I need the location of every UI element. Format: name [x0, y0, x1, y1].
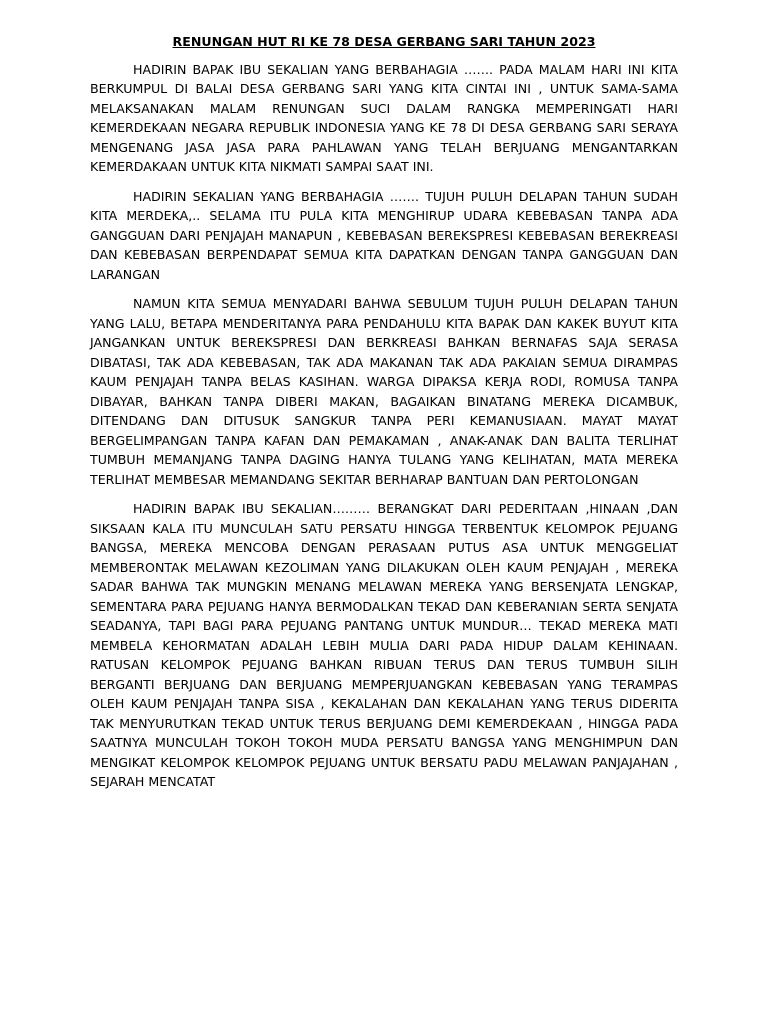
paragraph-4: HADIRIN BAPAK IBU SEKALIAN……… BERANGKAT DARI PEDERITAAN ,HINAAN ,DAN SIKSAAN KALA ITU MUNCULAH SATU PERSATU HINGGA TERBENTUK KELOMPOK PEJUANG BANGSA, MEREKA MENCOBA DENGAN PERASAAN PUTUS ASA UNTUK MENGGELIAT MEMBERONTAK MELAWAN KEZOLIMAN YANG DILAKUKAN OLEH KAUM PENJAJAH , MEREKA SADAR BAHWA TAK MUNGKIN MENANG MELAWAN MEREKA YANG BERSENJATA LENGKAP, SEMENTARA PARA PEJUANG HANYA BERMODALKAN TEKAD DAN KEBERANIAN SERTA SENJATA SEADANYA, TAPI BAGI PARA PEJUANG PANTANG UNTUK MUNDUR… TEKAD MEREKA MATI MEMBELA KEHORMATAN ADALAH LEBIH MULIA DARI PADA HIDUP DALAM KEHINAAN. RATUSAN KELOMPOK PEJUANG BAHKAN RIBUAN TERUS DAN TERUS TUMBUH SILIH BERGANTI BERJUANG DAN BERJUANG MEMPERJUANGKAN KEBEBASAN YANG TERAMPAS OLEH KAUM PENJAJAH TANPA SISA , KEKALAHAN DAN KEKALAHAN YANG TERUS DIDERITA TAK MENYURUTKAN TEKAD UNTUK TERUS BERJUANG DEMI KEMERDEKAAN , HINGGA PADA SAATNYA MUNCULAH TOKOH TOKOH MUDA PERSATU BANGSA YANG MENGHIMPUN DAN MENGIKAT KELOMPOK KELOMPOK PEJUANG UNTUK BERSATU PADU MELAWAN PANJAJAHAN , SEJARAH MENCATAT: [90, 501, 678, 789]
document-title: RENUNGAN HUT RI KE 78 DESA GERBANG SARI TAHUN 2023: [172, 34, 596, 49]
paragraph-2: HADIRIN SEKALIAN YANG BERBAHAGIA ……. TUJUH PULUH DELAPAN TAHUN SUDAH KITA MERDEKA,.. SELAMA ITU PULA KITA MENGHIRUP UDARA KEBEBASAN TANPA ADA GANGGUAN DARI PENJAJAH MANAPUN , KEBEBASAN BEREKSPRESI KEBEBASAN BEREKREASI DAN KEBEBASAN BERPENDAPAT SEMUA KITA DAPATKAN DENGAN TANPA GANGGUAN DAN LARANGAN: [90, 188, 678, 282]
document-page: [90, 32, 678, 802]
paragraph-3: NAMUN KITA SEMUA MENYADARI BAHWA SEBULUM TUJUH PULUH DELAPAN TAHUN YANG LALU, BETAPA MENDERITANYA PARA PENDAHULU KITA BAPAK DAN KAKEK BUYUT KITA JANGANKAN UNTUK BEREKSPRESI DAN BERKREASI BAHKAN BERNAFAS SAJA SERASA DIBATASI, TAK ADA KEBEBASAN, TAK ADA MAKANAN TAK ADA PAKAIAN SEMUA DIRAMPAS KAUM PENJAJAH TANPA BELAS KASIHAN. WARGA DIPAKSA KERJA RODI, ROMUSA TANPA DIBAYAR, BAHKAN TANPA DIBERI MAKAN, BAGAIKAN BINATANG MEREKA DICAMBUK, DITENDANG DAN DITUSUK SANGKUR TANPA PERI KEMANUSIAAN. MAYAT MAYAT BERGELIMPANGAN TANPA KAFAN DAN PEMAKAMAN , ANAK-ANAK DAN BALITA TERLIHAT TUMBUH MEMANJANG TANPA DAGING HANYA TULANG YANG KELIHATAN, MATA MEREKA TERLIHAT MEMBESAR MEMANDANG SEKITAR BERHARAP BANTUAN DAN PERTOLONGAN: [90, 296, 678, 487]
paragraph-1: HADIRIN BAPAK IBU SEKALIAN YANG BERBAHAGIA ……. PADA MALAM HARI INI KITA BERKUMPUL DI BALAI DESA GERBANG SARI YANG KITA CINTAI INI , UNTUK SAMA-SAMA MELAKSANAKAN MALAM RENUNGAN SUCI DALAM RANGKA MEMPERINGATI HARI KEMERDEKAAN NEGARA REPUBLIK INDONESIA YANG KE 78 DI DESA GERBANG SARI SERAYA MENGENANG JASA JASA PARA PAHLAWAN YANG TELAH BERJUANG MENGANTARKAN KEMERDAKAAN UNTUK KITA NIKMATI SAMPAI SAAT INI.: [90, 61, 678, 174]
